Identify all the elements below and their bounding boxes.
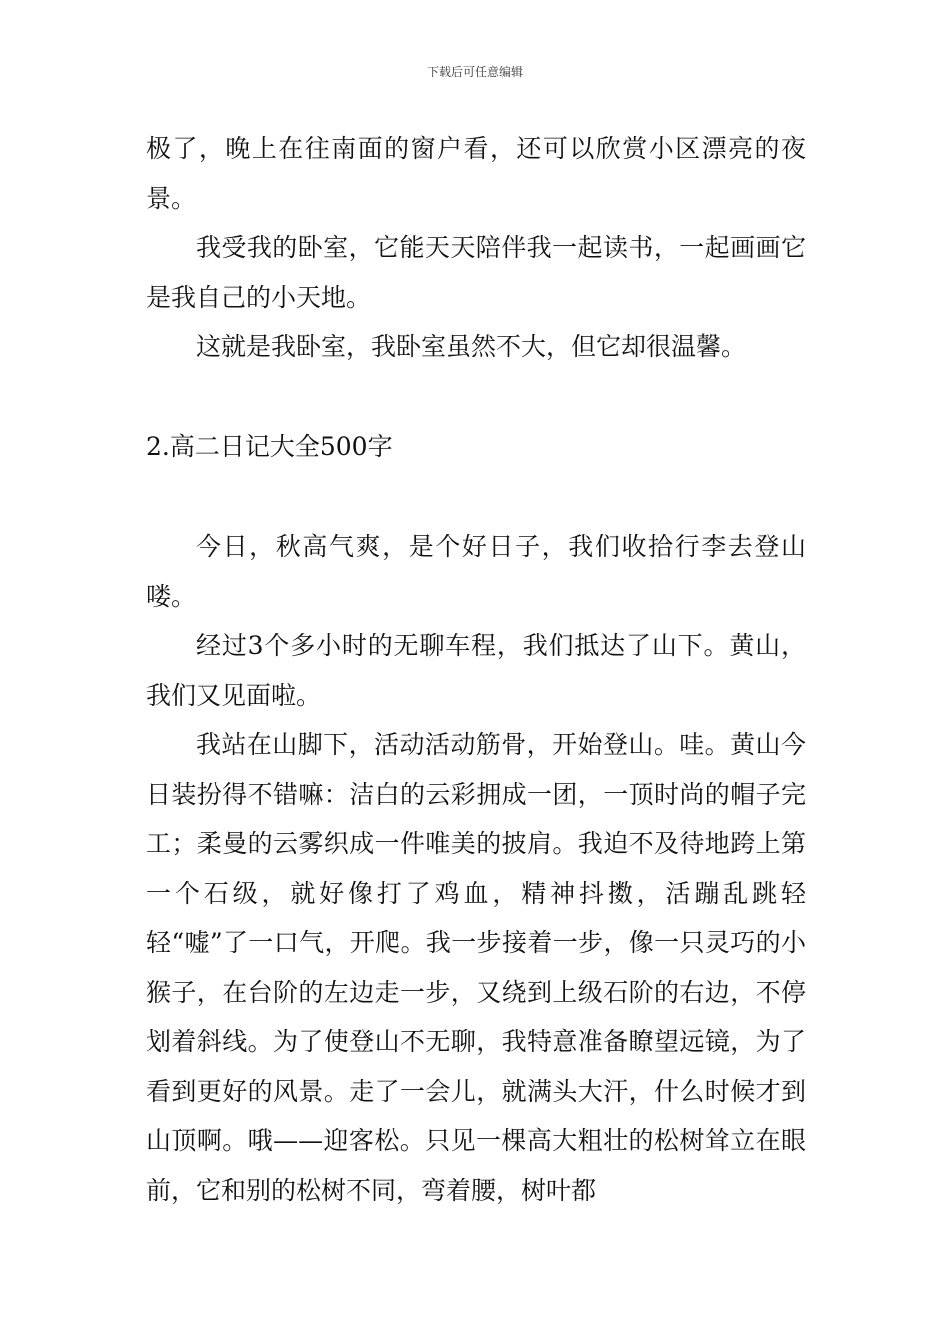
paragraph: 我受我的卧室，它能天天陪伴我一起读书，一起画画它是我自己的小天地。 xyxy=(146,233,806,312)
paragraph: 极了，晚上在往南面的窗户看，还可以欣赏小区漂亮的夜景。 xyxy=(146,134,806,213)
paragraph: 我站在山脚下，活动活动筋骨，开始登山。哇。黄山今日装扮得不错嘛：洁白的云彩拥成一团，一顶时尚的帽子完工；柔曼的云雾织成一件唯美的披肩。我迫不及待地跨上第一个石级，就好像打了鸡血，精神抖擞，活蹦乱跳轻轻“嘘”了一口气，开爬。我一步接着一步，像一只灵巧的小猴子，在台阶的左边走一步，又绕到上级石阶的右边，不停划着斜线。为了使登山不无聊，我特意准备瞭望远镜，为了看到更好的风景。走了一会儿，就满头大汗，什么时候才到山顶啊。哦——迎客松。只见一棵高大粗壮的松树耸立在眼前，它和别的松树不同，弯着腰，树叶都 xyxy=(146,730,806,1205)
page-header-note: 下载后可任意编辑 xyxy=(426,65,523,79)
paragraph: 这就是我卧室，我卧室虽然不大，但它却很温馨。 xyxy=(196,332,747,361)
section-heading: 2.高二日记大全500字 xyxy=(146,431,393,461)
document-body xyxy=(146,124,806,1215)
spacer xyxy=(146,471,806,522)
paragraph: 经过3个多小时的无聊车程，我们抵达了山下。黄山，我们又见面啦。 xyxy=(146,631,806,710)
spacer xyxy=(146,372,806,422)
paragraph: 今日，秋高气爽，是个好日子，我们收拾行李去登山喽。 xyxy=(146,532,806,611)
